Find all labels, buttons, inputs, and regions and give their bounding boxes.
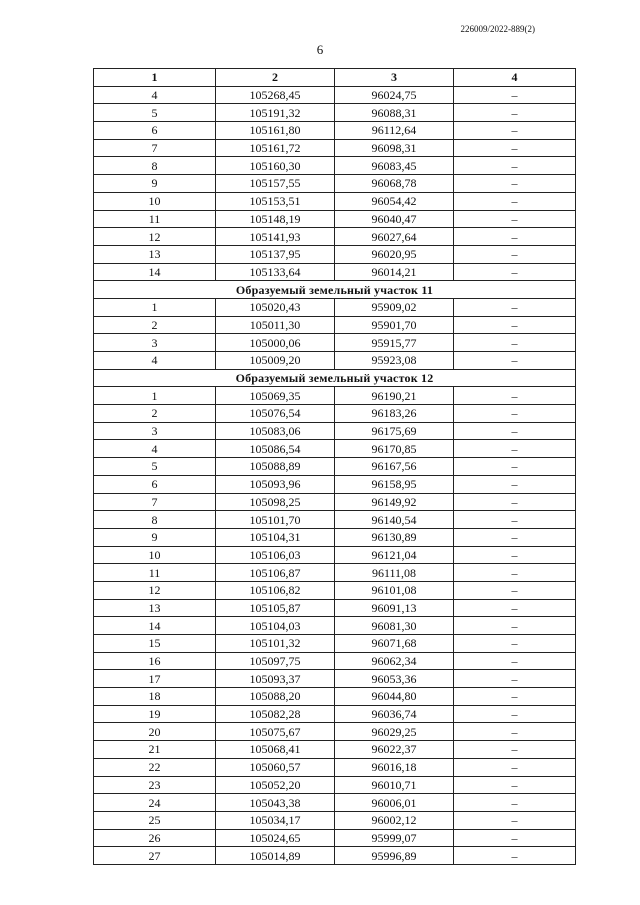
table-row: [94, 175, 576, 193]
table-row: [94, 581, 576, 599]
x-coordinate-cell: 105043,38: [216, 794, 335, 812]
x-coordinate-cell: 105104,03: [216, 617, 335, 635]
point-number-cell: 2: [94, 316, 216, 334]
x-coordinate-cell: 105160,30: [216, 157, 335, 175]
y-coordinate-cell: 96054,42: [335, 192, 454, 210]
point-number-cell: 13: [94, 245, 216, 263]
table-row: [94, 316, 576, 334]
y-coordinate-cell: 96071,68: [335, 635, 454, 653]
y-coordinate-cell: 96101,08: [335, 581, 454, 599]
y-coordinate-cell: 96020,95: [335, 245, 454, 263]
point-number-cell: 21: [94, 741, 216, 759]
y-coordinate-cell: 96027,64: [335, 228, 454, 246]
section-title-row: [94, 281, 576, 299]
y-coordinate-cell: 96014,21: [335, 263, 454, 281]
note-cell: –: [454, 298, 576, 316]
y-coordinate-cell: 95915,77: [335, 334, 454, 352]
y-coordinate-cell: 96083,45: [335, 157, 454, 175]
point-number-cell: 12: [94, 228, 216, 246]
note-cell: –: [454, 811, 576, 829]
table-row: [94, 458, 576, 476]
section-title-row: [94, 369, 576, 387]
point-number-cell: 6: [94, 122, 216, 140]
note-cell: –: [454, 86, 576, 104]
section-title: Образуемый земельный участок 12: [94, 369, 576, 387]
y-coordinate-cell: 96002,12: [335, 811, 454, 829]
note-cell: –: [454, 652, 576, 670]
note-cell: –: [454, 245, 576, 263]
x-coordinate-cell: 105086,54: [216, 440, 335, 458]
table-row: [94, 794, 576, 812]
note-cell: –: [454, 157, 576, 175]
y-coordinate-cell: 96053,36: [335, 670, 454, 688]
note-cell: –: [454, 617, 576, 635]
point-number-cell: 7: [94, 493, 216, 511]
table-row: [94, 228, 576, 246]
point-number-cell: 3: [94, 422, 216, 440]
y-coordinate-cell: 96175,69: [335, 422, 454, 440]
table-row: [94, 811, 576, 829]
y-coordinate-cell: 96088,31: [335, 104, 454, 122]
y-coordinate-cell: 96044,80: [335, 688, 454, 706]
x-coordinate-cell: 105024,65: [216, 829, 335, 847]
table-row: [94, 528, 576, 546]
note-cell: –: [454, 475, 576, 493]
point-number-cell: 1: [94, 298, 216, 316]
page-number: 6: [316, 42, 324, 57]
table-row: [94, 741, 576, 759]
coordinates-table: [93, 68, 576, 865]
note-cell: –: [454, 705, 576, 723]
x-coordinate-cell: 105034,17: [216, 811, 335, 829]
point-number-cell: 22: [94, 758, 216, 776]
y-coordinate-cell: 95923,08: [335, 352, 454, 370]
point-number-cell: 26: [94, 829, 216, 847]
table-row: [94, 705, 576, 723]
x-coordinate-cell: 105141,93: [216, 228, 335, 246]
table-row: [94, 688, 576, 706]
table-row: [94, 564, 576, 582]
x-coordinate-cell: 105076,54: [216, 405, 335, 423]
x-coordinate-cell: 105191,32: [216, 104, 335, 122]
point-number-cell: 27: [94, 847, 216, 865]
point-number-cell: 7: [94, 139, 216, 157]
point-number-cell: 8: [94, 157, 216, 175]
x-coordinate-cell: 105137,95: [216, 245, 335, 263]
note-cell: –: [454, 723, 576, 741]
document-number: 226009/2022-889(2): [460, 24, 535, 34]
point-number-cell: 8: [94, 511, 216, 529]
x-coordinate-cell: 105157,55: [216, 175, 335, 193]
header-cell: 1: [94, 69, 216, 87]
y-coordinate-cell: 96112,64: [335, 122, 454, 140]
header-cell: 2: [216, 69, 335, 87]
note-cell: –: [454, 139, 576, 157]
y-coordinate-cell: 96062,34: [335, 652, 454, 670]
y-coordinate-cell: 96040,47: [335, 210, 454, 228]
point-number-cell: 14: [94, 263, 216, 281]
y-coordinate-cell: 96183,26: [335, 405, 454, 423]
x-coordinate-cell: 105161,80: [216, 122, 335, 140]
y-coordinate-cell: 96130,89: [335, 528, 454, 546]
note-cell: –: [454, 458, 576, 476]
y-coordinate-cell: 95996,89: [335, 847, 454, 865]
x-coordinate-cell: 105093,96: [216, 475, 335, 493]
table-row: [94, 122, 576, 140]
point-number-cell: 10: [94, 192, 216, 210]
point-number-cell: 16: [94, 652, 216, 670]
point-number-cell: 1: [94, 387, 216, 405]
point-number-cell: 3: [94, 334, 216, 352]
note-cell: –: [454, 316, 576, 334]
y-coordinate-cell: 96006,01: [335, 794, 454, 812]
x-coordinate-cell: 105020,43: [216, 298, 335, 316]
table-row: [94, 493, 576, 511]
y-coordinate-cell: 96036,74: [335, 705, 454, 723]
point-number-cell: 14: [94, 617, 216, 635]
table-row: [94, 192, 576, 210]
note-cell: –: [454, 564, 576, 582]
x-coordinate-cell: 105069,35: [216, 387, 335, 405]
section-title: Образуемый земельный участок 11: [94, 281, 576, 299]
point-number-cell: 13: [94, 599, 216, 617]
y-coordinate-cell: 96098,31: [335, 139, 454, 157]
y-coordinate-cell: 96024,75: [335, 86, 454, 104]
note-cell: –: [454, 493, 576, 511]
point-number-cell: 2: [94, 405, 216, 423]
point-number-cell: 23: [94, 776, 216, 794]
point-number-cell: 5: [94, 458, 216, 476]
x-coordinate-cell: 105060,57: [216, 758, 335, 776]
y-coordinate-cell: 96091,13: [335, 599, 454, 617]
y-coordinate-cell: 96158,95: [335, 475, 454, 493]
note-cell: –: [454, 405, 576, 423]
note-cell: –: [454, 387, 576, 405]
x-coordinate-cell: 105105,87: [216, 599, 335, 617]
point-number-cell: 11: [94, 564, 216, 582]
table-row: [94, 245, 576, 263]
table-row: [94, 776, 576, 794]
note-cell: –: [454, 847, 576, 865]
x-coordinate-cell: 105052,20: [216, 776, 335, 794]
note-cell: –: [454, 104, 576, 122]
table-row: [94, 405, 576, 423]
table-row: [94, 139, 576, 157]
x-coordinate-cell: 105000,06: [216, 334, 335, 352]
x-coordinate-cell: 105104,31: [216, 528, 335, 546]
header-cell: 3: [335, 69, 454, 87]
coordinates-table-body: [94, 69, 576, 865]
point-number-cell: 15: [94, 635, 216, 653]
table-row: [94, 263, 576, 281]
y-coordinate-cell: 96170,85: [335, 440, 454, 458]
table-row: [94, 334, 576, 352]
table-row: [94, 847, 576, 865]
x-coordinate-cell: 105075,67: [216, 723, 335, 741]
x-coordinate-cell: 105148,19: [216, 210, 335, 228]
point-number-cell: 9: [94, 528, 216, 546]
y-coordinate-cell: 95909,02: [335, 298, 454, 316]
point-number-cell: 10: [94, 546, 216, 564]
y-coordinate-cell: 96029,25: [335, 723, 454, 741]
note-cell: –: [454, 794, 576, 812]
x-coordinate-cell: 105014,89: [216, 847, 335, 865]
y-coordinate-cell: 96016,18: [335, 758, 454, 776]
table-row: [94, 387, 576, 405]
point-number-cell: 4: [94, 440, 216, 458]
note-cell: –: [454, 688, 576, 706]
x-coordinate-cell: 105133,64: [216, 263, 335, 281]
y-coordinate-cell: 96121,04: [335, 546, 454, 564]
note-cell: –: [454, 511, 576, 529]
table-row: [94, 599, 576, 617]
note-cell: –: [454, 670, 576, 688]
point-number-cell: 18: [94, 688, 216, 706]
table-row: [94, 546, 576, 564]
x-coordinate-cell: 105161,72: [216, 139, 335, 157]
x-coordinate-cell: 105011,30: [216, 316, 335, 334]
y-coordinate-cell: 96081,30: [335, 617, 454, 635]
point-number-cell: 6: [94, 475, 216, 493]
point-number-cell: 17: [94, 670, 216, 688]
note-cell: –: [454, 581, 576, 599]
point-number-cell: 25: [94, 811, 216, 829]
y-coordinate-cell: 95901,70: [335, 316, 454, 334]
y-coordinate-cell: 96068,78: [335, 175, 454, 193]
x-coordinate-cell: 105068,41: [216, 741, 335, 759]
x-coordinate-cell: 105088,89: [216, 458, 335, 476]
y-coordinate-cell: 96190,21: [335, 387, 454, 405]
table-row: [94, 652, 576, 670]
note-cell: –: [454, 776, 576, 794]
note-cell: –: [454, 422, 576, 440]
x-coordinate-cell: 105093,37: [216, 670, 335, 688]
header-cell: 4: [454, 69, 576, 87]
y-coordinate-cell: 96111,08: [335, 564, 454, 582]
table-row: [94, 352, 576, 370]
y-coordinate-cell: 96022,37: [335, 741, 454, 759]
x-coordinate-cell: 105106,03: [216, 546, 335, 564]
note-cell: –: [454, 528, 576, 546]
table-row: [94, 210, 576, 228]
note-cell: –: [454, 334, 576, 352]
table-row: [94, 723, 576, 741]
y-coordinate-cell: 96167,56: [335, 458, 454, 476]
x-coordinate-cell: 105009,20: [216, 352, 335, 370]
point-number-cell: 11: [94, 210, 216, 228]
x-coordinate-cell: 105106,87: [216, 564, 335, 582]
note-cell: –: [454, 440, 576, 458]
note-cell: –: [454, 635, 576, 653]
table-row: [94, 86, 576, 104]
table-row: [94, 617, 576, 635]
note-cell: –: [454, 175, 576, 193]
y-coordinate-cell: 96010,71: [335, 776, 454, 794]
note-cell: –: [454, 741, 576, 759]
note-cell: –: [454, 192, 576, 210]
point-number-cell: 19: [94, 705, 216, 723]
point-number-cell: 24: [94, 794, 216, 812]
note-cell: –: [454, 263, 576, 281]
x-coordinate-cell: 105268,45: [216, 86, 335, 104]
x-coordinate-cell: 105101,70: [216, 511, 335, 529]
note-cell: –: [454, 758, 576, 776]
table-row: [94, 157, 576, 175]
note-cell: –: [454, 546, 576, 564]
point-number-cell: 9: [94, 175, 216, 193]
table-row: [94, 829, 576, 847]
y-coordinate-cell: 96140,54: [335, 511, 454, 529]
note-cell: –: [454, 829, 576, 847]
x-coordinate-cell: 105098,25: [216, 493, 335, 511]
table-row: [94, 475, 576, 493]
y-coordinate-cell: 96149,92: [335, 493, 454, 511]
note-cell: –: [454, 352, 576, 370]
note-cell: –: [454, 210, 576, 228]
note-cell: –: [454, 122, 576, 140]
x-coordinate-cell: 105106,82: [216, 581, 335, 599]
x-coordinate-cell: 105097,75: [216, 652, 335, 670]
point-number-cell: 12: [94, 581, 216, 599]
table-row: [94, 758, 576, 776]
y-coordinate-cell: 95999,07: [335, 829, 454, 847]
table-row: [94, 670, 576, 688]
table-header-row: [94, 69, 576, 87]
table-row: [94, 440, 576, 458]
x-coordinate-cell: 105088,20: [216, 688, 335, 706]
table-row: [94, 511, 576, 529]
point-number-cell: 5: [94, 104, 216, 122]
point-number-cell: 4: [94, 352, 216, 370]
x-coordinate-cell: 105082,28: [216, 705, 335, 723]
x-coordinate-cell: 105153,51: [216, 192, 335, 210]
note-cell: –: [454, 228, 576, 246]
table-row: [94, 104, 576, 122]
table-row: [94, 635, 576, 653]
x-coordinate-cell: 105101,32: [216, 635, 335, 653]
point-number-cell: 4: [94, 86, 216, 104]
note-cell: –: [454, 599, 576, 617]
table-row: [94, 422, 576, 440]
table-row: [94, 298, 576, 316]
point-number-cell: 20: [94, 723, 216, 741]
x-coordinate-cell: 105083,06: [216, 422, 335, 440]
